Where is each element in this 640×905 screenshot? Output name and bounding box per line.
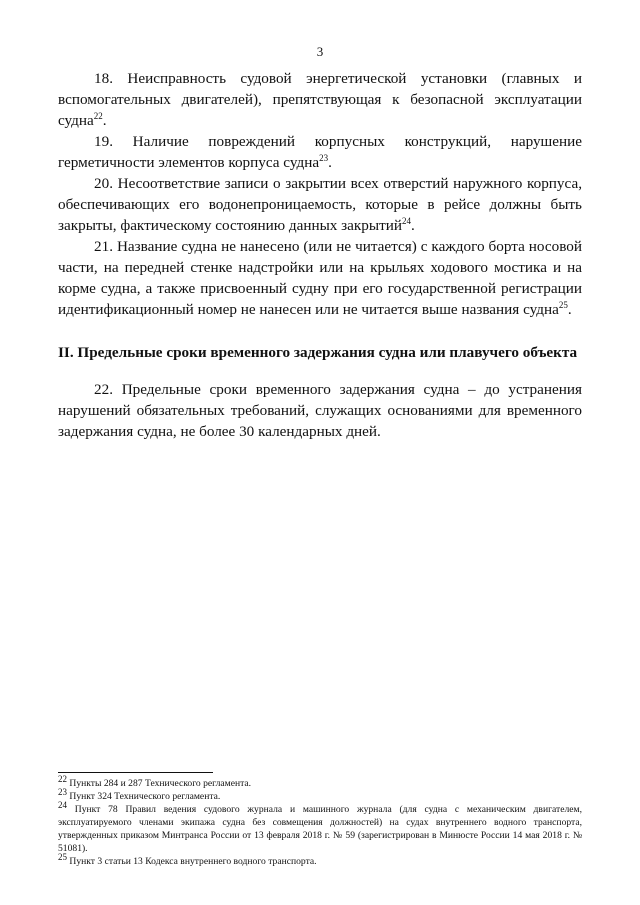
footnote-22 [58,773,582,790]
paragraph-text: 18. Неисправность судовой энергетической установки (главных и вспомогательных двигателей), препятствующая к безопасной эксплуатации судна [58,70,582,129]
footnote-text: Пункт 3 статьи 13 Кодекса внутреннего водного транспорта. [69,856,317,867]
paragraph-19 [58,131,582,173]
footnote-separator [58,772,213,773]
footnote-ref[interactable]: 23 [319,152,329,163]
paragraph-text: 20. Несоответствие записи о закрытии всех отверстий наружного корпуса, обеспечивающих его водонепроницаемость, которые в рейсе должны быть закрыты, фактическому состоянию данных закрытий [58,175,582,234]
page-number: 3 [316,44,324,59]
footnote-ref[interactable]: 22 [93,110,103,121]
paragraph-end: . [411,217,415,234]
footnote-25 [58,851,582,868]
footnote-24 [58,799,582,855]
paragraph-text: 19. Наличие повреждений корпусных конструкций, нарушение герметичности элементов корпуса судна [58,133,582,171]
paragraph-21 [58,236,582,320]
footnote-ref[interactable]: 25 [558,299,568,310]
footnote-number: 24 [58,799,67,810]
footnote-number: 23 [58,786,67,797]
footnotes [58,773,582,868]
paragraph-text: 21. Название судна не нанесено (или не читается) с каждого борта носовой части, на передней стенке надстройки или на крыльях ходового мостика и на корме судна, а также присвоенный судну при его государственной регистрации идентификационный номер не нанесен или не читается выше названия судна [58,238,582,318]
section-heading: II. Предельные сроки временного задержания судна или плавучего объекта [58,344,578,361]
paragraph-end: . [567,301,572,318]
footnote-number: 22 [58,773,67,784]
footnote-text: Пункт 78 Правил ведения судового журнала и машинного журнала (для судна с механическим двигателем, эксплуатируемого членами экипажа судна без совмещения должностей) на судах внутреннего водного транспорта, утвержденных приказом Минтранса России от 13 февраля 2018 г. № 59 (зарегистрирован в Минюсте России 14 мая 2018 г. № 51081). [58,804,582,854]
paragraph-18 [58,68,582,131]
footnote-23 [58,786,582,803]
footnote-ref[interactable]: 24 [402,215,411,226]
paragraph-end: . [102,112,107,129]
paragraph-22: 22. Предельные сроки временного задержания судна – до устранения нарушений обязательных требований, служащих основаниями для временного задержания судна, не более 30 календарных дней. [58,381,582,440]
document-body [58,68,582,442]
footnote-text: Пункт 324 Технического регламента. [69,791,221,802]
paragraph-end: . [328,154,332,171]
paragraph-20 [58,173,582,236]
footnote-number: 25 [58,851,67,862]
footnote-text: Пункты 284 и 287 Технического регламента. [69,778,252,789]
